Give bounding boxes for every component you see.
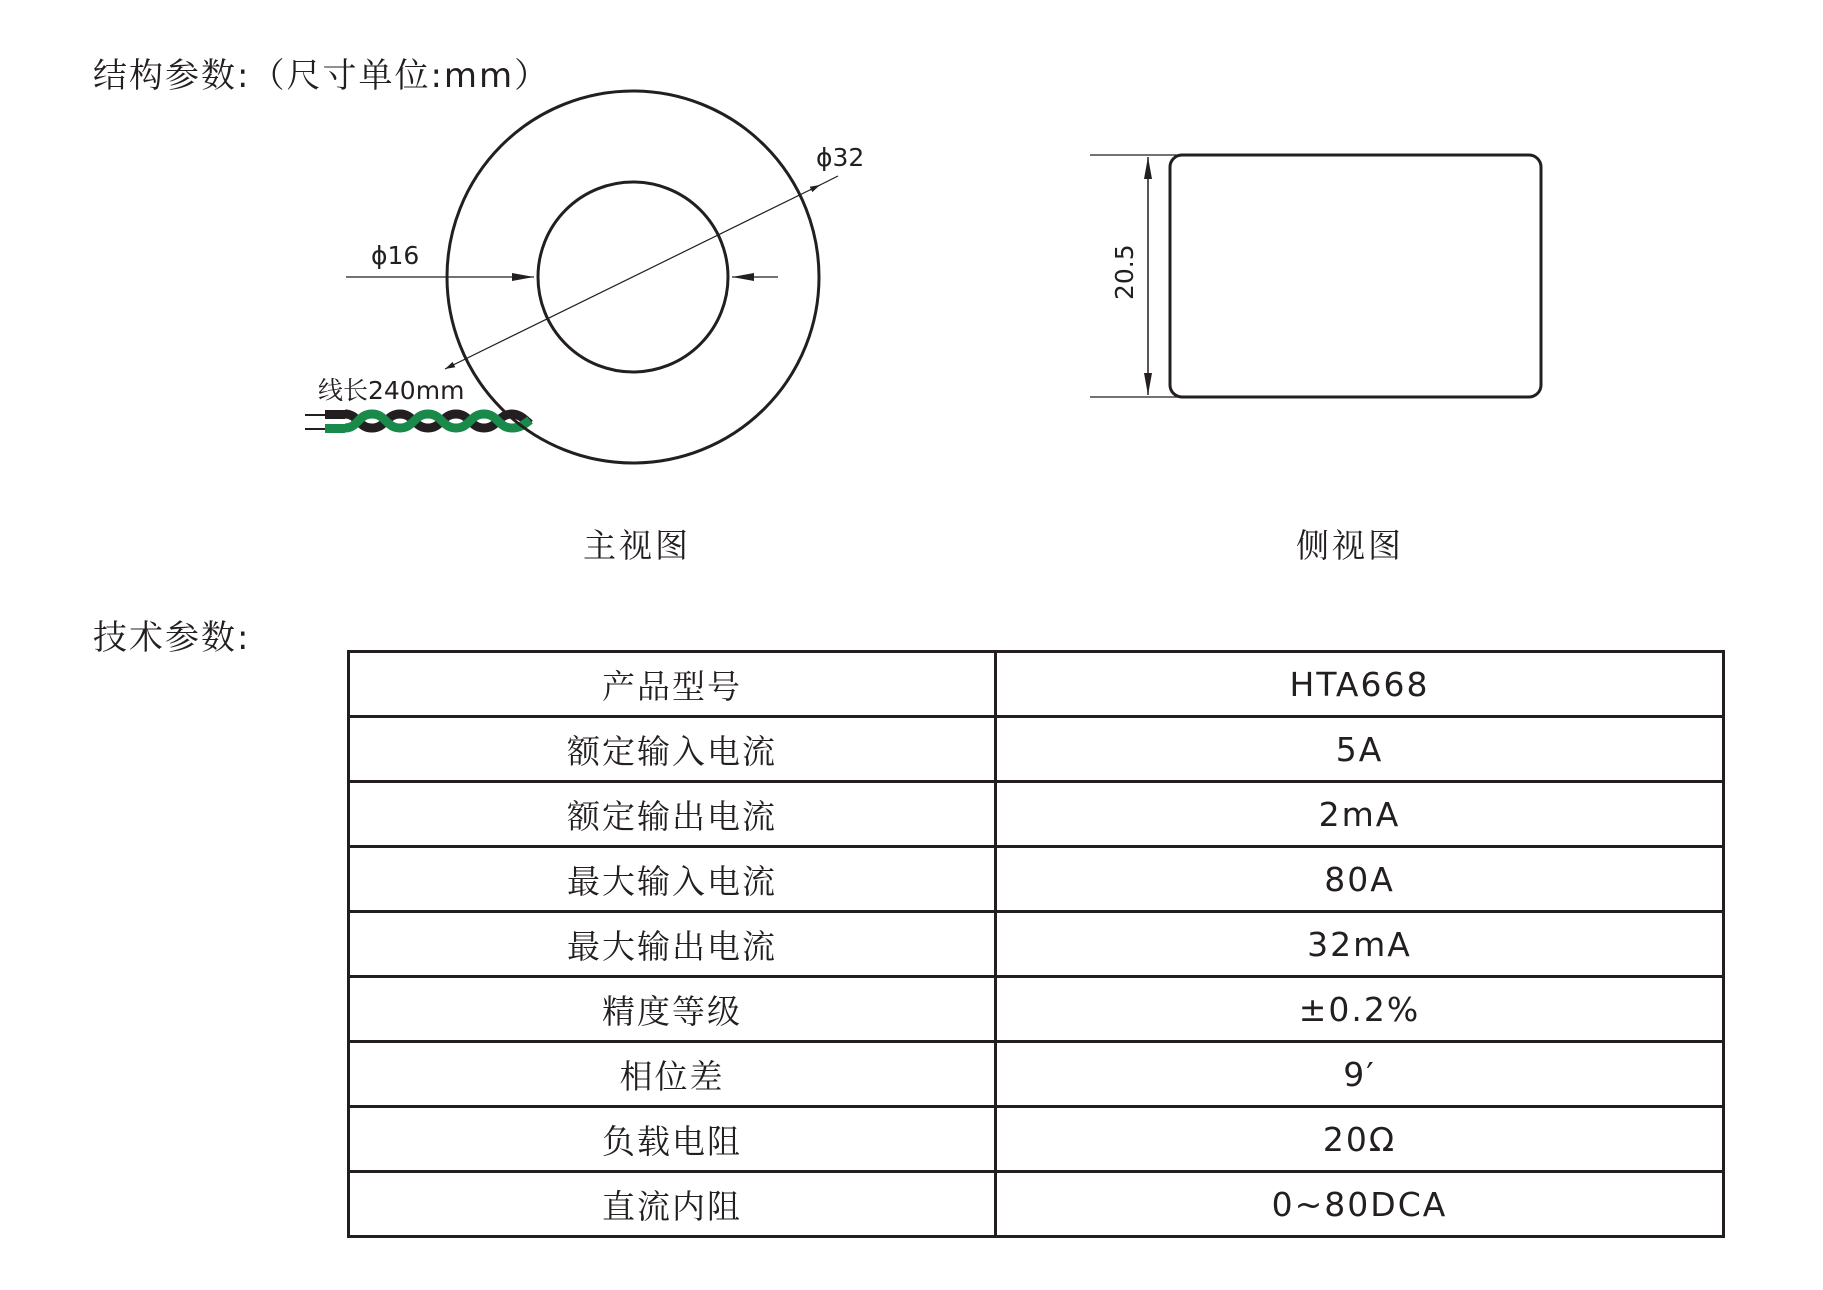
spec-value: 32mA [996, 912, 1724, 977]
technical-drawing [0, 0, 1823, 620]
table-row [349, 977, 1724, 1042]
spec-value: HTA668 [996, 652, 1724, 717]
structure-parameters-heading: 结构参数:（尺寸单位:mm） [93, 56, 551, 96]
spec-key: 最大输出电流 [349, 912, 996, 977]
lead-length-label: 线长240mm [318, 376, 465, 405]
outer-diameter-label: ϕ32 [816, 143, 865, 172]
table-row [349, 717, 1724, 782]
height-label: 20.5 [1110, 244, 1139, 300]
main-view-caption: 主视图 [583, 526, 691, 565]
spec-key: 负载电阻 [349, 1107, 996, 1172]
spec-key: 产品型号 [349, 652, 996, 717]
table-row [349, 652, 1724, 717]
spec-key: 相位差 [349, 1042, 996, 1107]
spec-value: 20Ω [996, 1107, 1724, 1172]
spec-key: 最大输入电流 [349, 847, 996, 912]
table-row [349, 1042, 1724, 1107]
table-row [349, 847, 1724, 912]
table-row [349, 782, 1724, 847]
spec-key: 精度等级 [349, 977, 996, 1042]
side-view-caption: 侧视图 [1296, 526, 1404, 565]
spec-table [347, 650, 1725, 1238]
spec-value: 2mA [996, 782, 1724, 847]
table-row [349, 912, 1724, 977]
outer-dimension-leader [810, 176, 838, 190]
lead-wire [305, 410, 530, 433]
spec-value: 80A [996, 847, 1724, 912]
spec-key: 直流内阻 [349, 1172, 996, 1237]
spec-value: 9′ [996, 1042, 1724, 1107]
spec-key: 额定输出电流 [349, 782, 996, 847]
table-row [349, 1172, 1724, 1237]
spec-value: ±0.2% [996, 977, 1724, 1042]
spec-value: 5A [996, 717, 1724, 782]
inner-diameter-label: ϕ16 [371, 241, 420, 270]
side-view-body [1170, 155, 1541, 397]
spec-key: 额定输入电流 [349, 717, 996, 782]
spec-value: 0~80DCA [996, 1172, 1724, 1237]
table-row [349, 1107, 1724, 1172]
technical-parameters-heading: 技术参数: [93, 618, 251, 658]
